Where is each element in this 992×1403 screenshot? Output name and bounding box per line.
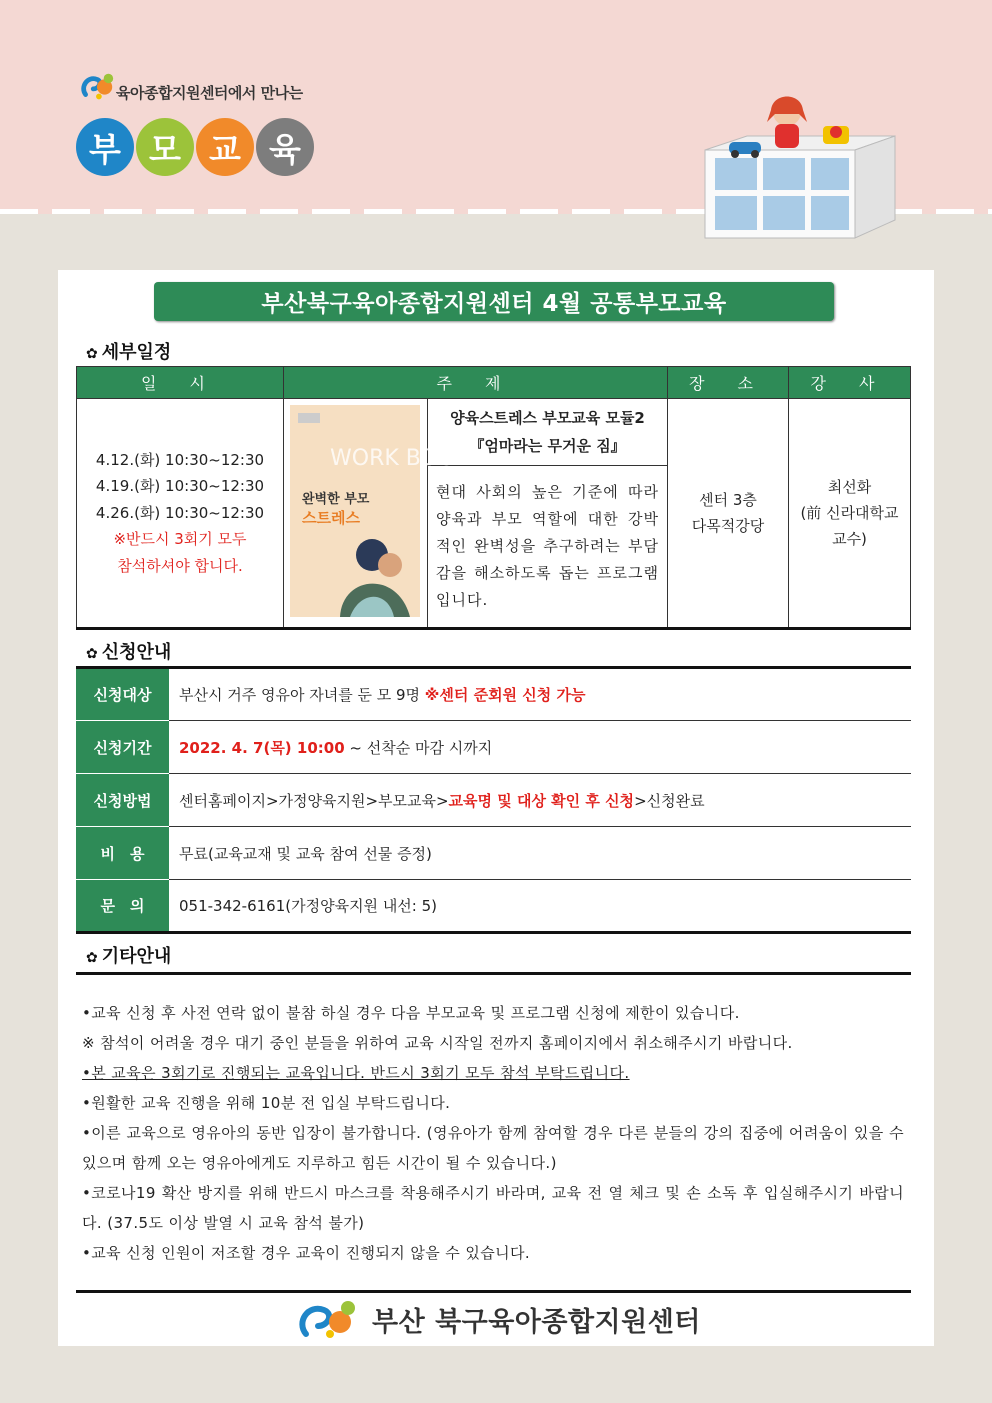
apply-row-method [76,774,911,827]
note-item: •코로나19 확산 방지를 위해 반드시 마스크를 착용해주시기 바라며, 교육 전 열 체크 및 손 소독 후 입실해주시기 바랍니다. (37.5도 이상 발열 시 교육 참석 불가) [82,1184,904,1232]
col-topic: 주 제 [284,367,668,399]
etc-heading [86,942,171,968]
apply-label: 신청방법 [76,774,169,827]
header-tagline: 육아종합지원센터에서 만나는 [116,84,303,102]
apply-row-period [76,721,911,774]
col-lecturer: 강 사 [789,367,911,399]
lecturer-cell [789,399,911,629]
schedule-heading-text: 세부일정 [101,342,172,363]
note-item: •교육 신청 후 사전 연락 없이 불참 하실 경우 다음 부모교육 및 프로그램 신청에 제한이 있습니다. [82,1004,740,1022]
apply-label: 비 용 [76,827,169,880]
note-item: ※ 참석이 어려울 경우 대기 중인 분들을 위하여 교육 시작일 전까지 홈페이지에서 취소해주시기 바랍니다. [82,1034,793,1052]
col-datetime: 일 시 [77,367,284,399]
apply-value-highlight: 교육명 및 대상 확인 후 신청 [448,791,635,810]
apply-value [169,774,911,827]
title-char-1: 부 [76,118,134,176]
book-watermark: WORK BOOK [330,446,470,471]
footer-logo-icon [294,1296,364,1342]
schedule-table [76,366,911,630]
page-title: 부산북구육아종합지원센터 4월 공통부모교육 [154,282,834,321]
book-cover-cell [284,399,470,629]
lecturer-affil-1: (前 신라대학교 [800,504,899,522]
workbook-cover-image [290,405,470,617]
apply-row-inquiry [76,880,911,933]
apply-heading [86,638,171,664]
apply-value-text: >신청완료 [634,791,705,810]
apply-label: 문 의 [76,880,169,933]
apply-heading-text: 신청안내 [101,642,172,663]
apply-value [169,880,911,933]
apply-value-text: 무료(교육교재 및 교육 참여 선물 증정) [179,844,432,863]
note-item-underlined: •본 교육은 3회기로 진행되는 교육입니다. 반드시 3회기 모두 참석 부탁드립니다. [82,1064,630,1082]
apply-table [76,666,911,934]
etc-heading-text: 기타안내 [101,946,172,967]
topic-title-2: 『엄마라는 무거운 짐』 [469,436,626,455]
date-2: 4.19.(화) 10:30~12:30 [95,477,265,496]
apply-label: 신청기간 [76,721,169,774]
flower-bullet-icon: ✿ [86,950,98,966]
apply-value-text: 부산시 거주 영유아 자녀를 둔 모 9명 [179,686,425,704]
apply-label: 신청대상 [76,668,169,721]
center-logo-icon [78,68,116,106]
note-item: •원활한 교육 진행을 위해 10분 전 입실 부탁드립니다. [82,1094,451,1112]
document-sheet [58,270,934,1346]
lecturer-name: 최선화 [827,478,872,496]
schedule-heading [86,338,171,364]
attendance-notice-2: 참석하셔야 합니다. [117,556,243,575]
note-item: •교육 신청 인원이 저조할 경우 교육이 진행되지 않을 수 있습니다. [82,1244,531,1262]
apply-value [169,668,911,721]
apply-value-text: 센터홈페이지>가정양육지원>부모교육> [179,791,449,810]
lecturer-affil-2: 교수) [832,530,867,548]
apply-value-highlight: ※센터 준회원 신청 가능 [424,686,586,704]
apply-value-highlight: 2022. 4. 7(목) 10:00 [179,738,345,757]
apply-value-text: 051-342-6161(가정양육지원 내선: 5) [179,897,438,915]
footer [294,1296,701,1342]
place-line2: 다목적강당 [691,517,765,535]
book-line1: 완벽한 부모 [302,492,370,507]
apply-row-target [76,668,911,721]
book-line2: 스트레스 [302,509,360,527]
title-char-3: 교 [196,118,254,176]
place-line1: 센터 3층 [699,491,757,509]
flower-bullet-icon: ✿ [86,346,98,362]
apply-value-text: ~ 선착순 마감 시까지 [344,738,493,757]
dates-cell [77,399,284,629]
apply-value [169,721,911,774]
header-title-circles [76,118,314,176]
apply-row-cost [76,827,911,880]
date-3: 4.26.(화) 10:30~12:30 [95,503,265,522]
date-1: 4.12.(화) 10:30~12:30 [95,450,265,469]
title-char-4: 육 [256,118,314,176]
topic-title-1: 양육스트레스 부모교육 모듈2 [450,408,645,427]
apply-value [169,827,911,880]
title-char-2: 모 [136,118,194,176]
toy-shelf-illustration [695,92,905,242]
topic-desc: 현대 사회의 높은 기준에 따라 양육과 부모 역할에 대한 강박적인 완벽성을 추구하려는 부담감을 해소하도록 돕는 프로그램입니다. [428,465,668,628]
etc-divider [76,972,911,975]
flower-bullet-icon: ✿ [86,646,98,662]
schedule-header-row [77,367,911,399]
footer-org-name: 부산 북구육아종합지원센터 [372,1306,701,1338]
col-place: 장 소 [668,367,789,399]
schedule-row [77,399,911,466]
attendance-notice-1: ※반드시 3회기 모두 [113,530,247,549]
note-item: •이른 교육으로 영유아의 동반 입장이 불가합니다. (영유아가 함께 참여할 경우 다른 분들의 강의 집중에 어려움이 있을 수 있으며 함께 오는 영유아에게도 지루하고 힘든 시간이 될 수 있습니다.) [82,1124,904,1172]
place-cell [668,399,789,629]
notes-list [82,998,904,1268]
footer-divider [76,1290,911,1293]
